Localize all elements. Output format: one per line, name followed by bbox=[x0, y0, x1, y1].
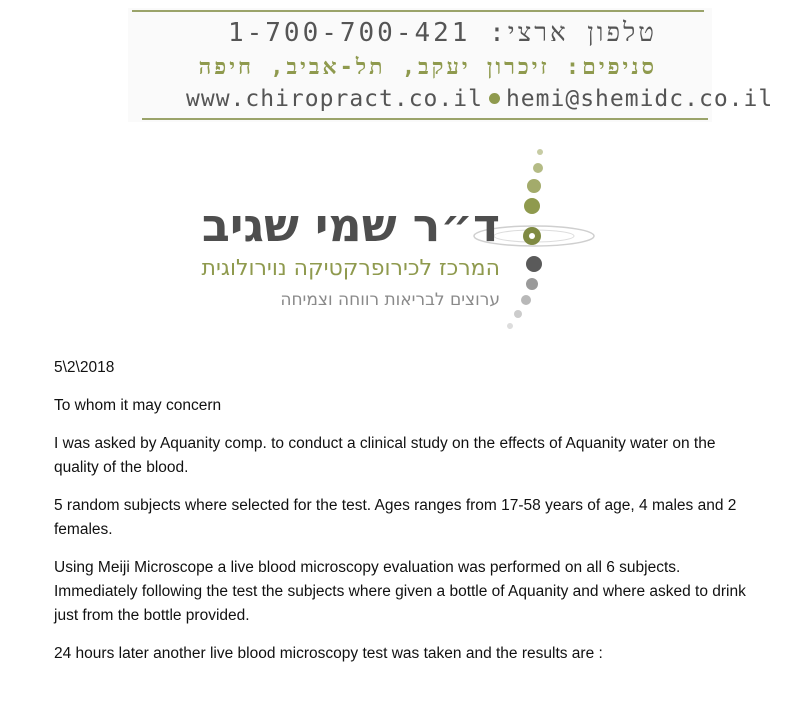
logo-subtitle: המרכז לכירופרקטיקה נוירולוגית bbox=[201, 256, 500, 281]
letterhead-top-rule bbox=[132, 10, 704, 12]
letter-date: 5\2\2018 bbox=[54, 359, 115, 376]
contact-line bbox=[186, 86, 773, 112]
letter-body bbox=[54, 356, 754, 680]
letterhead-bottom-rule bbox=[142, 118, 708, 120]
logo-tagline: ערוצים לבריאות רווחה וצמיחה bbox=[280, 290, 500, 310]
letter-paragraph-4: 24 hours later another live blood microscopy test was taken and the results are : bbox=[54, 645, 603, 662]
logo-name: ד״ר שמי שגיב bbox=[201, 198, 500, 252]
letter-paragraph-1: I was asked by Aquanity comp. to conduct a clinical study on the effects of Aquanity water on the quality of the blood. bbox=[54, 435, 716, 476]
bullet-dot-icon bbox=[489, 93, 500, 104]
branches-line: סניפים: זיכרון יעקב, תל-אביב, חיפה bbox=[198, 55, 657, 80]
letter-paragraph-2: 5 random subjects where selected for the test. Ages ranges from 17-58 years of age, 4 males and 2 females. bbox=[54, 497, 737, 538]
letter-paragraph-3: Using Meiji Microscope a live blood microscopy evaluation was performed on all 6 subjects. Immediately following the test the subjects where given a bottle of Aquanity and where asked to drink just from the bottle provided. bbox=[54, 559, 746, 624]
phone-line: טלפון ארצי: 1-700-700-421 bbox=[227, 18, 657, 48]
email-link[interactable]: hemi@shemidc.co.il bbox=[505, 86, 774, 112]
website-link[interactable]: www.chiropract.co.il bbox=[186, 86, 483, 112]
letter-salutation: To whom it may concern bbox=[54, 397, 222, 414]
